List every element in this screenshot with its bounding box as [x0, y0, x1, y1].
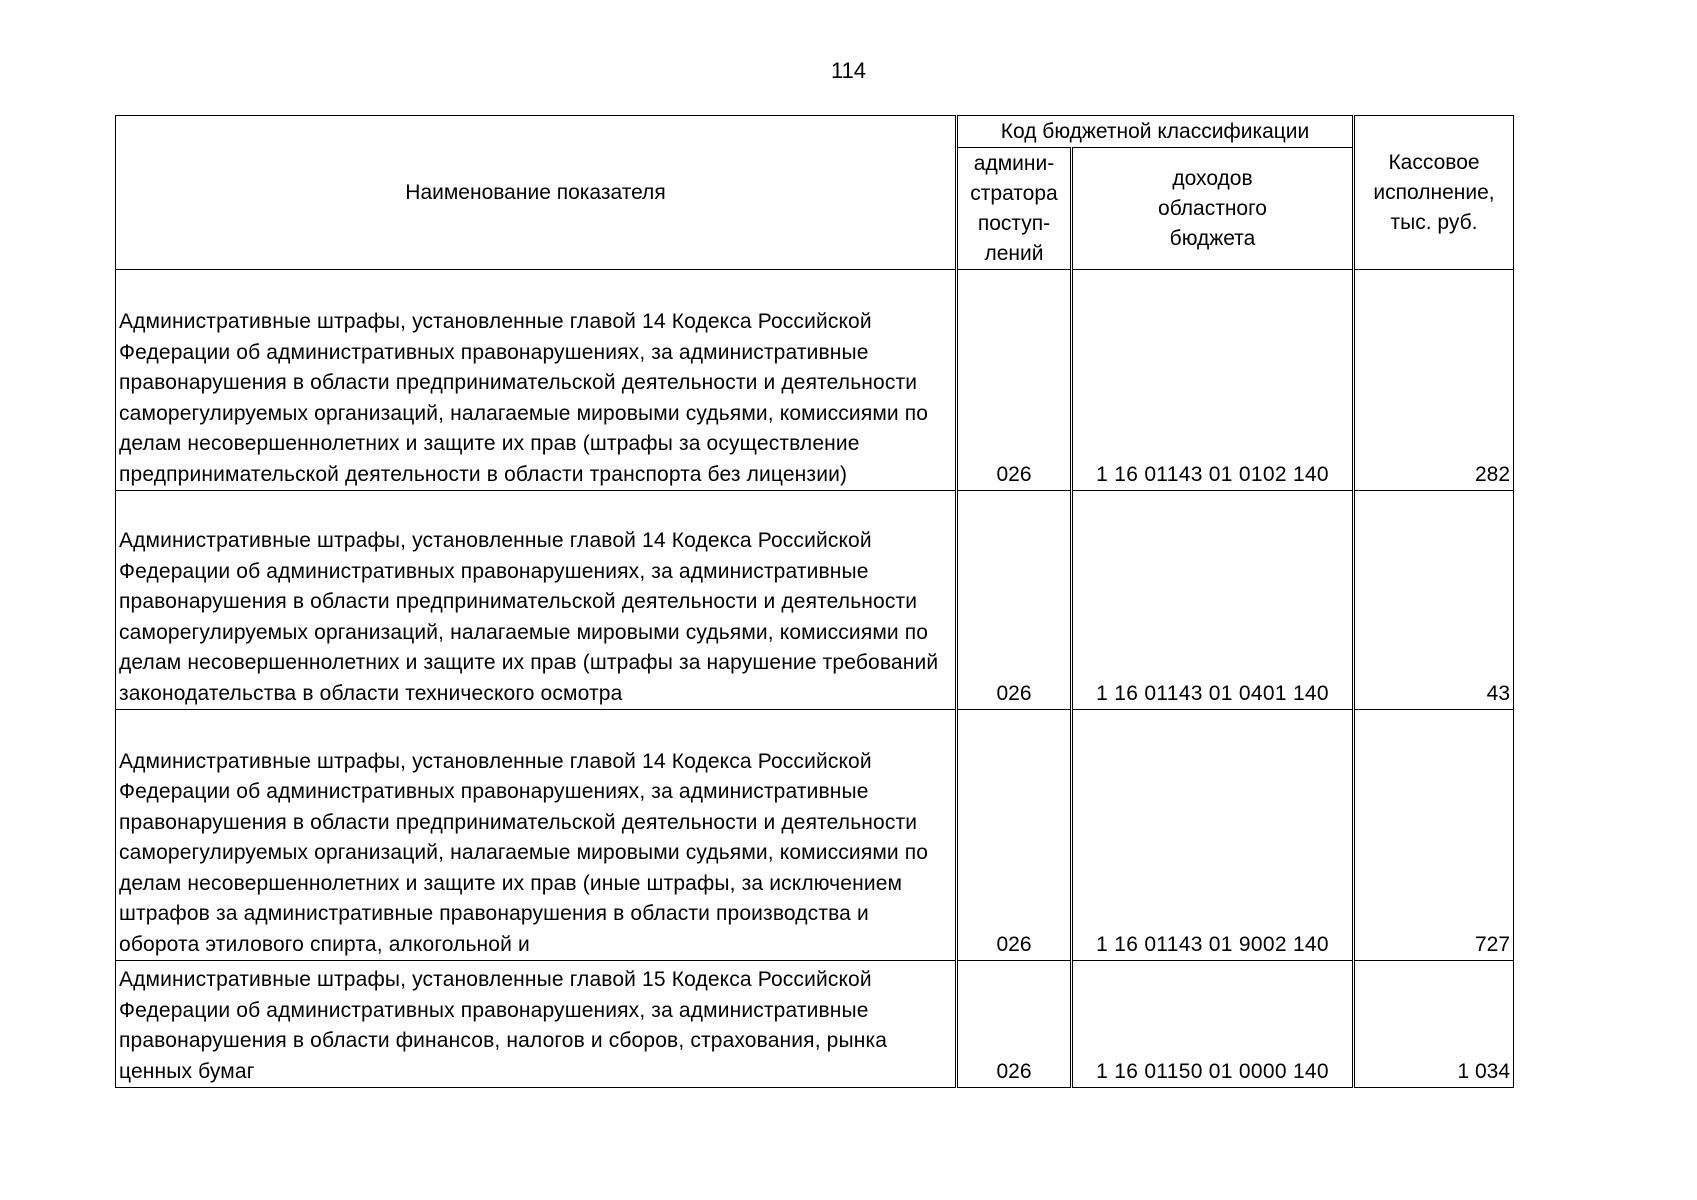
table-row	[116, 491, 1514, 710]
row-name: Административные штрафы, установленные главой 14 Кодекса Российской Федерации об административных правонарушениях, за административные правонарушения в области предпринимательской деятельности и деятельности саморегулируемых организаций, налагаемые мировыми судьями, комиссиями по делам несовершеннолетних и защите их прав (иные штрафы, за исключением штрафов за административные правонарушения в области производства и оборота этилового спирта, алкогольной и	[116, 710, 957, 961]
row-name: Административные штрафы, установленные главой 14 Кодекса Российской Федерации об административных правонарушениях, за административные правонарушения в области предпринимательской деятельности и деятельности саморегулируемых организаций, налагаемые мировыми судьями, комиссиями по делам несовершеннолетних и защите их прав (штрафы за нарушение требований законодательства в области технического осмотра	[116, 491, 957, 710]
row-name: Административные штрафы, установленные главой 14 Кодекса Российской Федерации об административных правонарушениях, за административные правонарушения в области предпринимательской деятельности и деятельности саморегулируемых организаций, налагаемые мировыми судьями, комиссиями по делам несовершеннолетних и защите их прав (штрафы за осуществление предпринимательской деятельности в области транспорта без лицензии)	[116, 270, 957, 491]
table-row	[116, 270, 1514, 491]
page-number: 114	[830, 58, 867, 83]
header-sum-label: Кассовое исполнение, тыс. руб.	[1373, 150, 1495, 234]
header-admin	[957, 148, 1072, 270]
row-admin-code: 026	[957, 491, 1072, 710]
row-income-code: 1 16 01143 01 0401 140	[1072, 491, 1354, 710]
budget-table	[115, 115, 1514, 1088]
row-admin-code: 026	[957, 961, 1072, 1088]
row-sum: 1 034	[1354, 961, 1514, 1088]
header-income	[1072, 148, 1354, 270]
header-sum	[1354, 116, 1514, 270]
table-row	[116, 710, 1514, 961]
row-income-code: 1 16 01143 01 9002 140	[1072, 710, 1354, 961]
row-admin-code: 026	[957, 270, 1072, 491]
header-name: Наименование показателя	[116, 116, 957, 270]
row-sum: 282	[1354, 270, 1514, 491]
row-sum: 727	[1354, 710, 1514, 961]
header-income-label: доходов областного бюджета	[1158, 166, 1267, 250]
header-code-group: Код бюджетной классификации	[957, 116, 1354, 148]
table-row	[116, 961, 1514, 1088]
row-sum: 43	[1354, 491, 1514, 710]
row-income-code: 1 16 01143 01 0102 140	[1072, 270, 1354, 491]
row-admin-code: 026	[957, 710, 1072, 961]
row-name: Административные штрафы, установленные главой 15 Кодекса Российской Федерации об административных правонарушениях, за административные правонарушения в области финансов, налогов и сборов, страхования, рынка ценных бумаг	[116, 961, 957, 1088]
header-admin-label: админи-стратора поступ-лений	[970, 151, 1058, 265]
row-income-code: 1 16 01150 01 0000 140	[1072, 961, 1354, 1088]
